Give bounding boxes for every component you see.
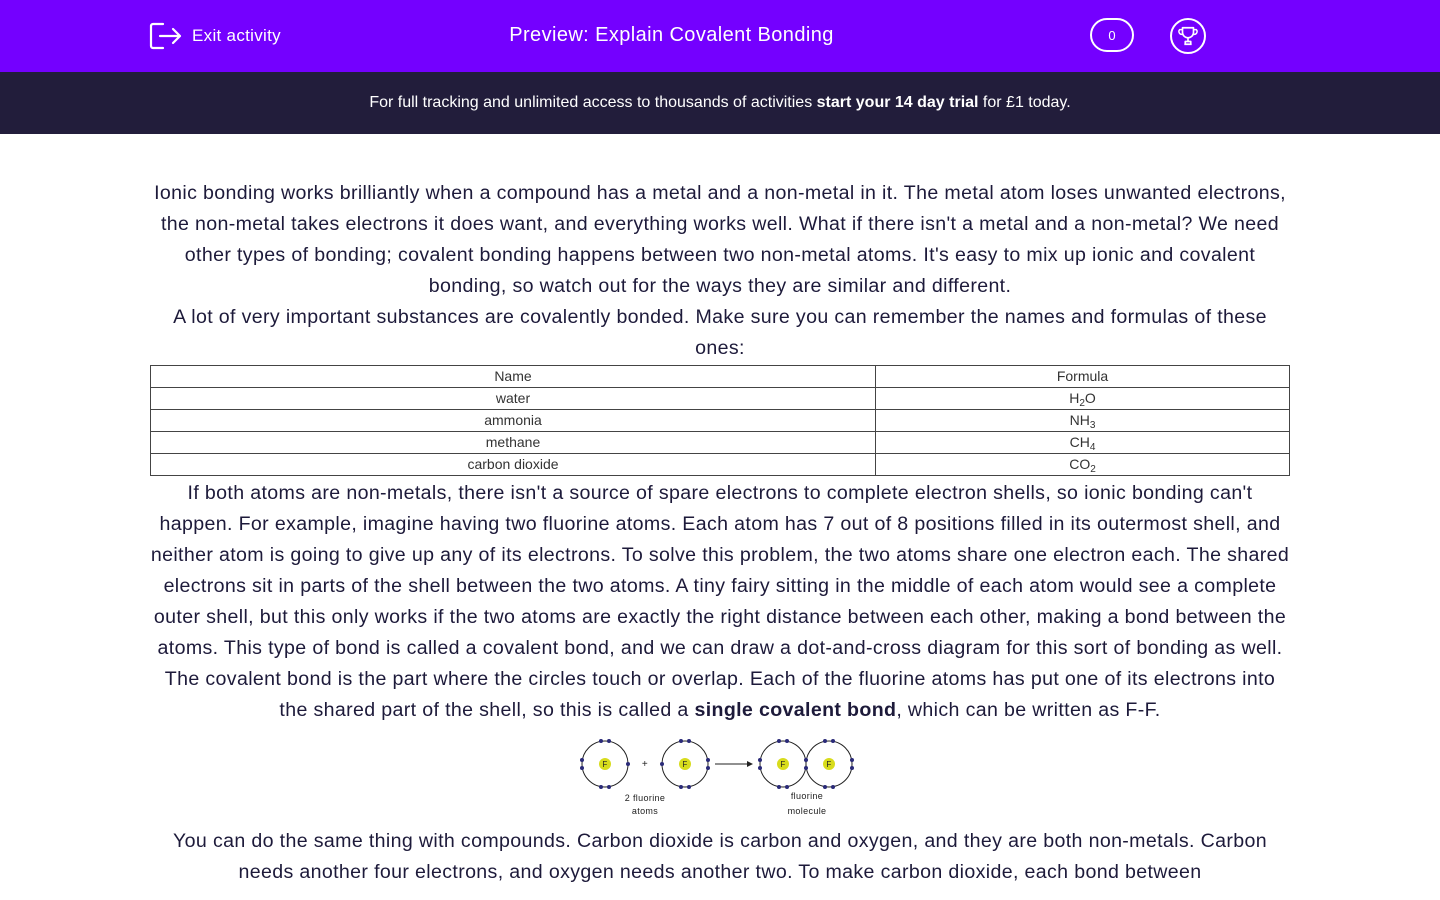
score-badge: 0 [1090, 18, 1134, 52]
substance-formula: $NH_3$ [876, 410, 1290, 432]
right-label-line1: fluorine [790, 791, 824, 801]
plus-sign: + [641, 759, 649, 770]
fluorine-bonding-diagram [575, 734, 865, 822]
reaction-arrow [715, 761, 753, 767]
substance-formula: $CO_2$ [876, 454, 1290, 476]
compounds-paragraph: You can do the same thing with compounds. Carbon dioxide is carbon and oxygen, and they are both non-metals. Carbon needs another four electrons, and oxygen needs another two. To make carbon dioxide, each bond between [173, 830, 1267, 883]
substances-paragraph: A lot of very important substances are covalently bonded. Make sure you can remember the names and formulas of these ones: [173, 306, 1267, 359]
top-bar [0, 0, 1440, 72]
fluorine-molecule [758, 739, 854, 789]
intro-paragraph: Ionic bonding works brilliantly when a compound has a metal and a non-metal in it. The metal atom loses unwanted electrons, the non-metal takes electrons it does want, and everything works well. What if there isn't a metal and a non-metal? We need other types of bonding; covalent bonding happens between two non-metal atoms. It's easy to mix up ionic and covalent bonding, so watch out for the ways they are similar and different. [154, 182, 1286, 297]
substance-formula: $CH_4$ [876, 432, 1290, 454]
trophy-button[interactable] [1170, 18, 1206, 54]
svg-text:F: F [826, 760, 832, 769]
trial-promo-banner [0, 72, 1440, 134]
svg-text:F: F [780, 760, 786, 769]
table-header-name: Name [151, 366, 876, 388]
page-title: Preview: Explain Covalent Bonding [509, 24, 834, 46]
table-header-row [151, 366, 1290, 388]
substance-formula: $H_2O$ [876, 388, 1290, 410]
table-row [151, 410, 1290, 432]
covalent-explanation-paragraph: If both atoms are non-metals, there isn't a source of spare electrons to complete electron shells, so ionic bonding can't happen. For example, imagine having two fluorine atoms. Each atom has 7 out of 8 positions filled in its outermost shell, and neither atom is going to give up any of its electrons. To solve this problem, the two atoms share one electron each. The shared electrons sit in parts of the shell between the two atoms. A tiny fairy sitting in the middle of each atom would see a complete outer shell, but this only works if the two atoms are exactly the right distance between each other, making a bond between the atoms. This type of bond is called a covalent bond, and we can draw a dot-and-cross diagram for this sort of bonding as well. The covalent bond is the part where the circles touch or overlap. Each of the fluorine atoms has put one of its electrons into the shared part of the shell, so this is called a single covalent bond, which can be written as F-F. [150, 482, 1290, 721]
right-label-line2: molecule [787, 806, 827, 816]
left-label-line2: atoms [631, 806, 659, 816]
single-covalent-bond-term: single covalent bond [694, 699, 897, 721]
table-row [151, 432, 1290, 454]
trial-link[interactable]: start your 14 day trial [816, 94, 979, 111]
substance-name: methane [151, 432, 876, 454]
formula-table [150, 365, 1290, 476]
left-label-line1: 2 fluorine [624, 793, 666, 803]
svg-text:F: F [602, 760, 608, 769]
promo-text: For full tracking and unlimited access to thousands of activities [369, 94, 817, 111]
substance-name: water [151, 388, 876, 410]
substance-name: carbon dioxide [151, 454, 876, 476]
svg-text:F: F [682, 760, 688, 769]
fluorine-atom-right [660, 739, 710, 789]
table-row [151, 388, 1290, 410]
table-header-formula: Formula [876, 366, 1290, 388]
fluorine-atom-left [580, 739, 630, 789]
substance-name: ammonia [151, 410, 876, 432]
exit-activity-label: Exit activity [192, 26, 281, 45]
activity-content [150, 178, 1290, 888]
table-row [151, 454, 1290, 476]
trophy-icon [1177, 25, 1199, 47]
promo-text-end: for £1 today. [978, 94, 1071, 111]
